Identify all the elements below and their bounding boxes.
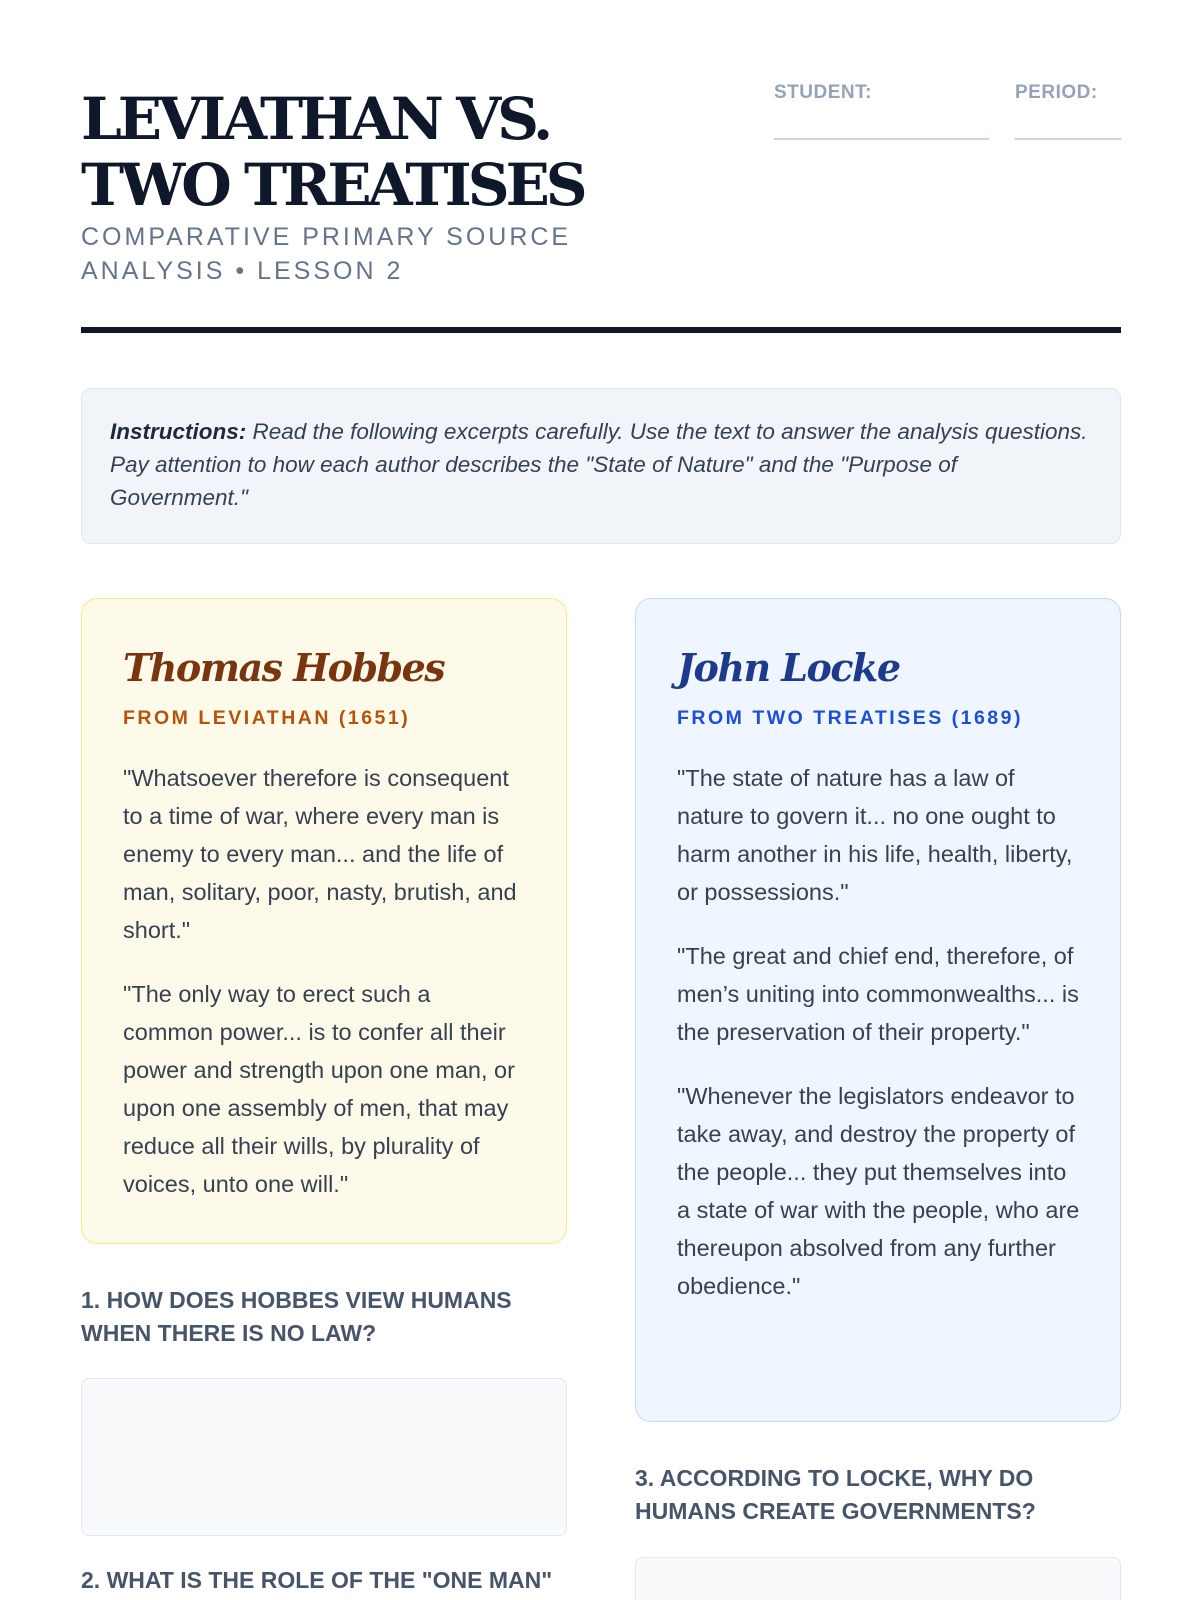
period-label: PERIOD: bbox=[1015, 82, 1098, 103]
period-field[interactable] bbox=[1015, 80, 1121, 104]
hobbes-quote-1: "Whatsoever therefore is consequent to a time of war, where every man is enemy to every man... and the life of man, solitary, poor, nasty, brutish, and short." bbox=[123, 765, 517, 943]
locke-source: FROM TWO TREATISES (1689) bbox=[677, 707, 1023, 729]
instructions-text: Read the following excerpts carefully. Use the text to answer the analysis questions. Pay attention to how each author describes the "State of Nature" and the "Purpose of Government." bbox=[110, 419, 1088, 510]
student-line bbox=[774, 138, 989, 140]
page-title: LEVIATHAN VS. TWO TREATISES bbox=[81, 85, 584, 219]
worksheet-header bbox=[81, 80, 1121, 290]
question-1: 1. HOW DOES HOBBES VIEW HUMANS WHEN THERE IS NO LAW? bbox=[81, 1287, 512, 1346]
hobbes-author: Thomas Hobbes bbox=[123, 645, 445, 690]
instructions-label: Instructions: bbox=[110, 419, 247, 444]
locke-author: John Locke bbox=[677, 645, 900, 690]
hobbes-quote-2: "The only way to erect such a common power... is to confer all their power and strength upon one man, or upon one assembly of men, that may reduce all their wills, by plurality of voices, unto one will." bbox=[123, 981, 515, 1197]
student-field[interactable] bbox=[774, 80, 989, 104]
student-label: STUDENT: bbox=[774, 82, 872, 103]
locke-quote-3: "Whenever the legislators endeavor to take away, and destroy the property of the people... they put themselves into a state of war with the people, who are thereupon absolved from any further obedience." bbox=[677, 1083, 1080, 1299]
locke-quote-1: "The state of nature has a law of nature to govern it... no one ought to harm another in his life, health, liberty, or possessions." bbox=[677, 765, 1073, 905]
header-divider bbox=[81, 327, 1121, 333]
answer-3-input[interactable] bbox=[635, 1557, 1121, 1600]
answer-1-input[interactable] bbox=[81, 1378, 567, 1536]
hobbes-source: FROM LEVIATHAN (1651) bbox=[123, 707, 411, 729]
question-3: 3. ACCORDING TO LOCKE, WHY DO HUMANS CREATE GOVERNMENTS? bbox=[635, 1465, 1036, 1524]
page-subtitle: COMPARATIVE PRIMARY SOURCE ANALYSIS • LESSON 2 bbox=[81, 223, 572, 285]
locke-quote-2: "The great and chief end, therefore, of men’s uniting into commonwealths... is the preservation of their property." bbox=[677, 943, 1079, 1045]
locke-source-card bbox=[635, 598, 1121, 1422]
period-line bbox=[1015, 138, 1121, 140]
question-2: 2. WHAT IS THE ROLE OF THE "ONE MAN" bbox=[81, 1567, 553, 1593]
worksheet-page bbox=[81, 0, 1121, 1600]
instructions-box bbox=[81, 388, 1121, 544]
hobbes-source-card bbox=[81, 598, 567, 1244]
